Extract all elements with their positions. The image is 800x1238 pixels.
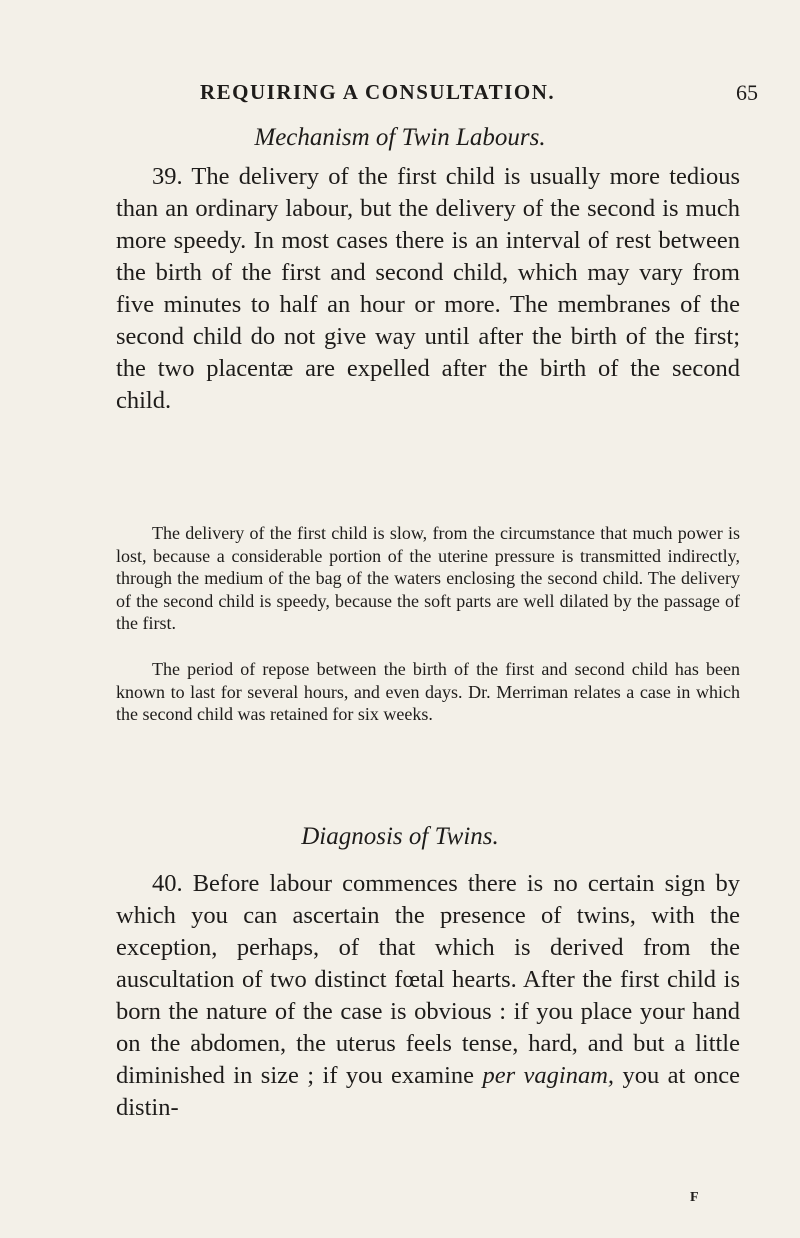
paragraph-40 <box>116 868 740 1124</box>
running-title: REQUIRING A CONSULTATION. <box>200 80 556 104</box>
page-number: 65 <box>736 80 758 105</box>
section-heading-mechanism: Mechanism of Twin Labours. <box>254 124 546 151</box>
paragraph-40-text-end: you at once distin- <box>116 1062 740 1121</box>
paragraph-39: 39. The delivery of the first child is usually more tedious than an ordinary labour, but the delivery of the second is much more speedy. In most cases there is an interval of rest between the birth of the first and second child, which may vary from five minutes to half an hour or more. The membranes of the second child do not give way until after the birth of the first; the two placentæ are expelled after the birth of the second child. <box>116 163 740 414</box>
signature-mark: F <box>690 1190 699 1205</box>
note-paragraph-delivery: The delivery of the first child is slow, from the circumstance that much power is lost, because a considerable portion of the uterine pressure is transmitted indirectly, through the medium of the bag of the waters enclosing the second child. The delivery of the second child is speedy, because the soft parts are well dilated by the passage of the first. <box>116 523 740 633</box>
paragraph-40-text: 40. Before labour commences there is no certain sign by which you can ascertain the presence of twins, with the exception, perhaps, of that which is derived from the auscultation of two distinct fœtal hearts. After the first child is born the nature of the case is obvious : if you place your hand on the abdomen, the uterus feels tense, hard, and but a little diminished in size ; if you examine <box>116 870 740 1089</box>
note-paragraph-repose: The period of repose between the birth of the first and second child has been known to last for several hours, and even days. Dr. Merriman relates a case in which the second child was retained for six weeks. <box>116 659 740 724</box>
section-heading-diagnosis: Diagnosis of Twins. <box>301 823 499 850</box>
running-head <box>0 80 800 110</box>
paragraph-40-italic-phrase: per vaginam, <box>482 1062 615 1089</box>
